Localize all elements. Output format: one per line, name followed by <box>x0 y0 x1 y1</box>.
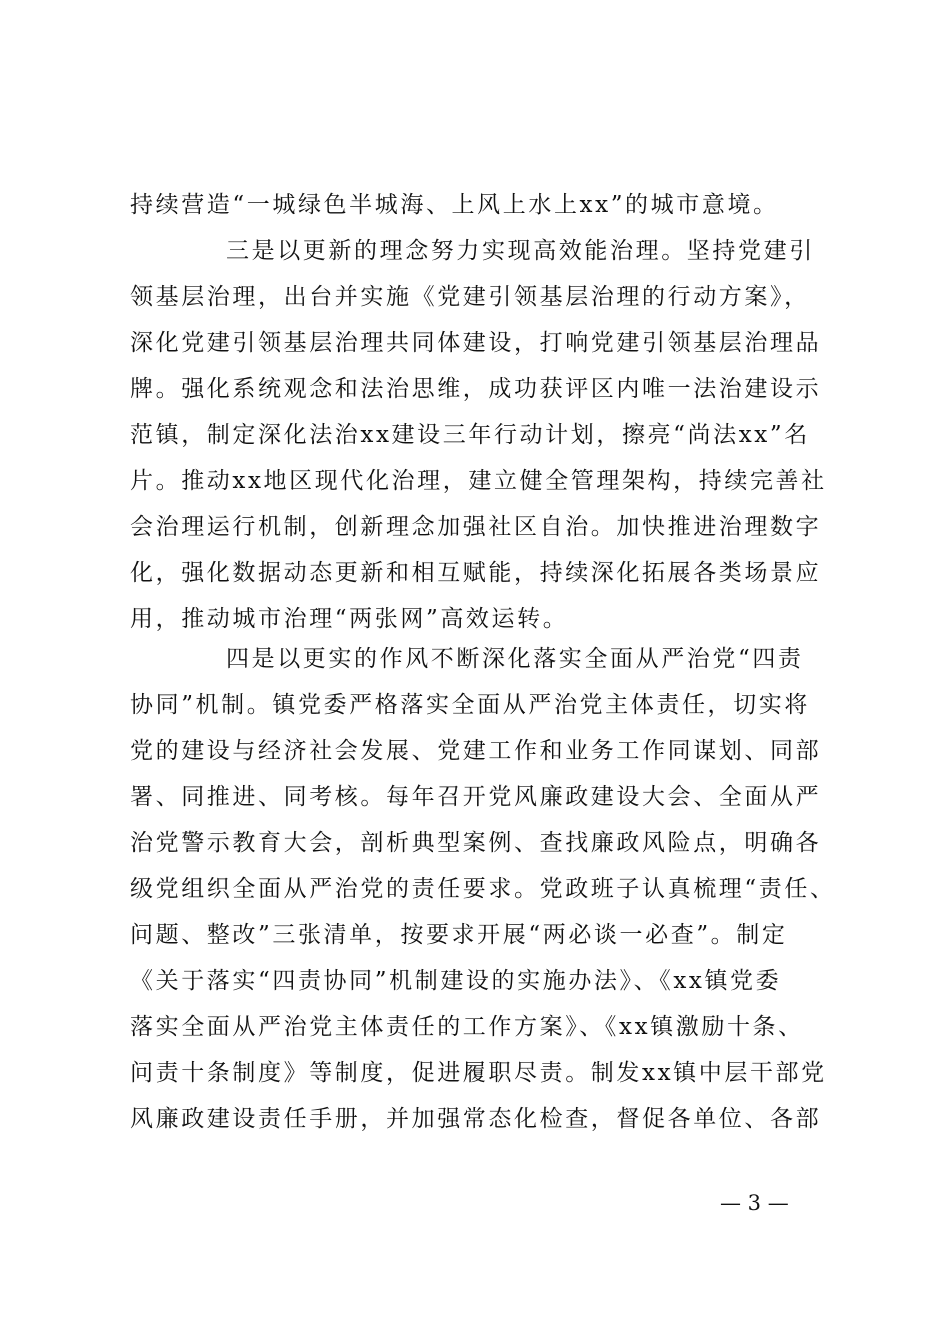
paragraph-line: 会治理运行机制，创新理念加强社区自治。加快推进治理数字 <box>130 514 822 540</box>
paragraph-line: 风廉政建设责任手册，并加强常态化检查，督促各单位、各部 <box>130 1106 822 1132</box>
paragraph-line: 深化党建引领基层治理共同体建设，打响党建引领基层治理品 <box>130 330 822 356</box>
paragraph-line: 范镇，制定深化法治xx建设三年行动计划，擦亮“尚法xx”名 <box>130 422 810 448</box>
paragraph-line: 四是以更实的作风不断深化落实全面从严治党“四责 <box>226 646 804 672</box>
paragraph-line: 治党警示教育大会，剖析典型案例、查找廉政风险点，明确各 <box>130 830 822 856</box>
paragraph-line: 级党组织全面从严治党的责任要求。党政班子认真梳理“责任、 <box>130 876 836 902</box>
paragraph-line: 《关于落实“四责协同”机制建设的实施办法》、《xx镇党委 <box>130 968 782 994</box>
paragraph-line: 问责十条制度》等制度，促进履职尽责。制发xx镇中层干部党 <box>130 1060 827 1086</box>
paragraph-line: 领基层治理，出台并实施《党建引领基层治理的行动方案》， <box>130 284 810 310</box>
paragraph-line: 化，强化数据动态更新和相互赋能，持续深化拓展各类场景应 <box>130 560 822 586</box>
paragraph-line: 片。推动xx地区现代化治理，建立健全管理架构，持续完善社 <box>130 468 827 494</box>
paragraph-line: 党的建设与经济社会发展、党建工作和业务工作同谋划、同部 <box>130 738 822 764</box>
paragraph-line: 持续营造“一城绿色半城海、上风上水上xx”的城市意境。 <box>130 192 779 218</box>
page-number: — 3 — <box>720 1191 789 1215</box>
paragraph-line: 问题、整改”三张清单，按要求开展“两必谈一必查”。制定 <box>130 922 788 948</box>
paragraph-line: 协同”机制。镇党委严格落实全面从严治党主体责任，切实将 <box>130 692 810 718</box>
paragraph-2 <box>130 228 830 642</box>
paragraph-1 <box>130 182 830 228</box>
paragraph-line: 三是以更新的理念努力实现高效能治理。坚持党建引 <box>226 238 815 264</box>
paragraph-line: 用，推动城市治理“两张网”高效运转。 <box>130 606 569 632</box>
paragraph-line: 落实全面从严治党主体责任的工作方案》、《xx镇激励十条、 <box>130 1014 804 1040</box>
paragraph-line: 署、同推进、同考核。每年召开党风廉政建设大会、全面从严 <box>130 784 822 810</box>
paragraph-line: 牌。强化系统观念和法治思维，成功获评区内唯一法治建设示 <box>130 376 822 402</box>
paragraph-3 <box>130 636 836 1142</box>
